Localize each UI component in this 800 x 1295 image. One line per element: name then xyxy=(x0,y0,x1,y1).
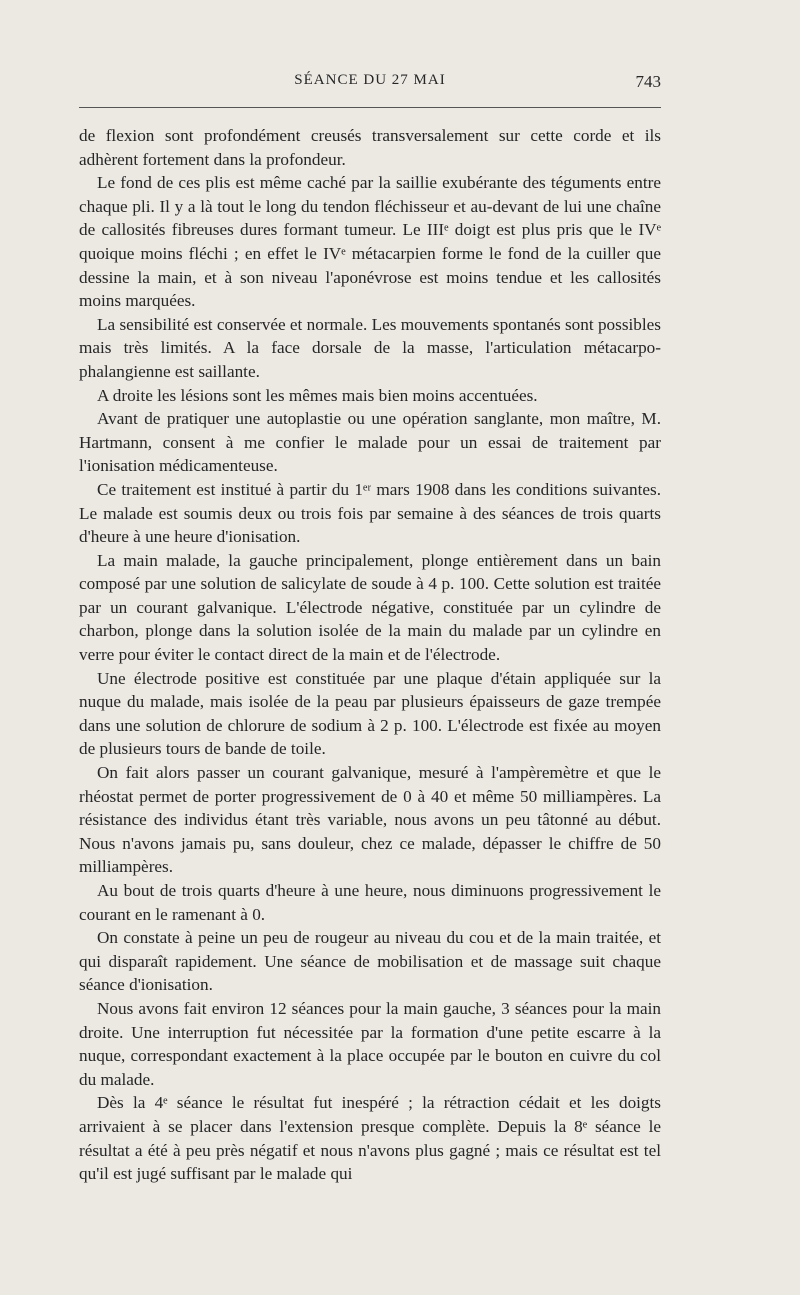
paragraph: Une électrode positive est constituée par une plaque d'étain appliquée sur la nuque du malade, mais isolée de la peau par plusieurs épaisseurs de gaze trempée dans une solution de chlorure de sodium à 2 p. 100. L'électrode est fixée au moyen de plusieurs tours de bande de toile. xyxy=(79,668,661,759)
paragraph: La main malade, la gauche principalement, plonge entièrement dans un bain composé par une solution de salicylate de soude à 4 p. 100. Cette solution est traitée par un courant galvanique. L'électrode négative, constituée par un cylindre de charbon, plonge dans la solution isolée de la main du malade par un cylindre en verre pour éviter le contact direct de la main et de l'électrode. xyxy=(79,550,661,665)
paragraph: A droite les lésions sont les mêmes mais bien moins accentuées. xyxy=(97,385,538,405)
paragraph: Avant de pratiquer une autoplastie ou une opération sanglante, mon maître, M. Hartmann, consent à me confier le malade pour un essai de traitement par l'ionisation médicamenteuse. xyxy=(79,409,661,476)
page-header xyxy=(79,72,661,96)
body-text xyxy=(79,124,661,1186)
paragraph: La sensibilité est conservée et normale. Les mouvements spontanés sont possibles mais très limités. A la face dorsale de la masse, l'articulation métacarpo-phalangienne est saillante. xyxy=(79,314,661,381)
paragraph: On fait alors passer un courant galvanique, mesuré à l'ampèremètre et que le rhéostat permet de porter progressivement de 0 à 40 et même 50 milliampères. La résistance des individus étant très variable, nous avons un peu tâtonné au début. Nous n'avons jamais pu, sans douleur, chez ce malade, dépasser le chiffre de 50 milliampères. xyxy=(79,763,661,877)
paragraph: de flexion sont profondément creusés transversalement sur cette corde et ils adhèrent fortement dans la profondeur. xyxy=(79,126,661,169)
paragraph: Dès la 4ᵉ séance le résultat fut inespéré ; la rétraction cédait et les doigts arrivaient à se placer dans l'extension presque complète. Depuis la 8ᵉ séance le résultat a été à peu près négatif et nous n'avons plus gagné ; mais ce résultat est tel qu'il est jugé suffisant par le malade qui xyxy=(79,1093,661,1184)
page-number: 743 xyxy=(635,72,661,91)
running-title: SÉANCE DU 27 MAI xyxy=(294,72,446,88)
paragraph: On constate à peine un peu de rougeur au niveau du cou et de la main traitée, et qui disparaît rapidement. Une séance de mobilisation et de massage suit chaque séance d'ionisation. xyxy=(79,928,661,995)
paragraph: Au bout de trois quarts d'heure à une heure, nous diminuons progressivement le courant en le ramenant à 0. xyxy=(79,881,661,924)
paragraph: Le fond de ces plis est même caché par la saillie exubérante des téguments entre chaque pli. Il y a là tout le long du tendon fléchisseur et au-devant de lui une chaîne de callosités fibreuses dures formant tumeur. Le IIIᵉ doigt est plus pris que le IVᵉ quoique moins fléchi ; en effet le IVᵉ métacarpien forme le fond de la cuiller que dessine la main, et à son niveau l'aponévrose est moins tendue et les callosités moins marquées. xyxy=(79,173,661,311)
paragraph: Ce traitement est institué à partir du 1ᵉʳ mars 1908 dans les conditions suivantes. Le malade est soumis deux ou trois fois par semaine à des séances de trois quarts d'heure à une heure d'ionisation. xyxy=(79,479,661,547)
header-rule xyxy=(79,107,661,108)
paragraph: Nous avons fait environ 12 séances pour la main gauche, 3 séances pour la main droite. Une interruption fut nécessitée par la formation d'une petite escarre à la nuque, correspondant exactement à la place occupée par le bouton en cuivre du col du malade. xyxy=(79,998,661,1089)
